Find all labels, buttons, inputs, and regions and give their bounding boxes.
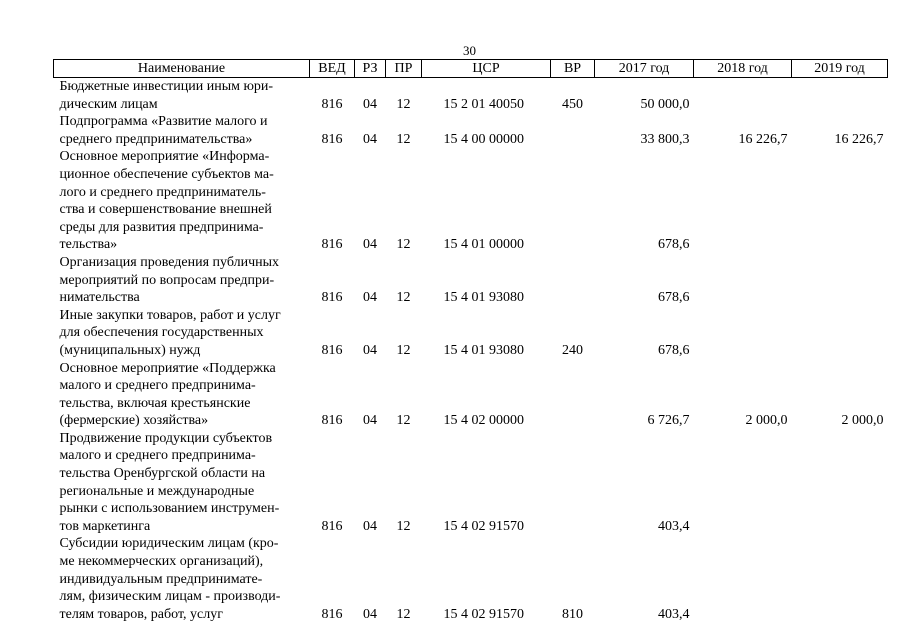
header-name: Наименование xyxy=(54,60,310,78)
cell-2019 xyxy=(792,535,888,623)
table-row xyxy=(54,113,888,148)
cell-vr: 450 xyxy=(562,96,583,112)
cell-csr: 15 4 02 00000 xyxy=(443,413,524,429)
cell-name xyxy=(54,360,310,430)
cell-name xyxy=(54,254,310,307)
cell-pr: 12 xyxy=(396,413,411,429)
cell-2018 xyxy=(694,78,792,114)
cell-ved: 816 xyxy=(321,342,343,358)
budget-table xyxy=(53,59,888,623)
header-2019: 2019 год xyxy=(792,60,888,78)
name-line: тельства, включая крестьянские xyxy=(59,395,251,411)
name-line: тов маркетинга xyxy=(59,518,151,534)
name-line: дическим лицам xyxy=(59,96,158,112)
name-line: рынки с использованием инструмен- xyxy=(59,501,280,517)
cell-2017: 50 000,0 xyxy=(640,96,690,112)
cell-ved: 816 xyxy=(321,237,343,253)
name-line: Субсидии юридическим лицам (кро- xyxy=(59,536,279,552)
name-line: нимательства xyxy=(59,290,140,306)
cell-2017: 678,6 xyxy=(658,342,690,358)
cell-2019 xyxy=(792,148,888,254)
cell-pr: 12 xyxy=(396,518,411,534)
cell-vr xyxy=(551,148,595,254)
table-row xyxy=(54,535,888,623)
cell-name xyxy=(54,148,310,254)
table-row xyxy=(54,307,888,360)
cell-2018 xyxy=(694,254,792,307)
cell-csr: 15 4 00 00000 xyxy=(443,131,524,147)
table-row xyxy=(54,78,888,114)
name-line: ме некоммерческих организаций), xyxy=(59,554,264,570)
cell-2017: 403,4 xyxy=(658,606,690,622)
name-line: Основное мероприятие «Поддержка xyxy=(59,360,276,376)
name-line: Основное мероприятие «Информа- xyxy=(59,149,270,165)
cell-2019: 16 226,7 xyxy=(834,131,884,147)
cell-2017: 6 726,7 xyxy=(647,413,690,429)
cell-rz: 04 xyxy=(363,131,377,147)
cell-name xyxy=(54,113,310,148)
table-body xyxy=(54,78,888,624)
cell-pr: 12 xyxy=(396,342,411,358)
table-header xyxy=(54,60,888,78)
table-row xyxy=(54,254,888,307)
cell-2019 xyxy=(792,430,888,536)
table-row xyxy=(54,148,888,254)
cell-csr: 15 4 02 91570 xyxy=(443,606,524,622)
cell-2017: 403,4 xyxy=(658,518,690,534)
cell-rz: 04 xyxy=(363,237,377,253)
cell-rz: 04 xyxy=(363,96,377,112)
header-vr: ВР xyxy=(551,60,595,78)
header-rz: РЗ xyxy=(355,60,386,78)
cell-ved: 816 xyxy=(321,413,343,429)
cell-name xyxy=(54,535,310,623)
table-row xyxy=(54,360,888,430)
cell-2019 xyxy=(792,254,888,307)
page-number: 30 xyxy=(463,43,476,58)
cell-2019: 2 000,0 xyxy=(841,413,884,429)
cell-pr: 12 xyxy=(396,237,411,253)
cell-2017: 678,6 xyxy=(658,290,690,306)
cell-csr: 15 4 01 00000 xyxy=(443,237,524,253)
cell-2017: 33 800,3 xyxy=(640,131,690,147)
cell-2018 xyxy=(694,535,792,623)
cell-csr: 15 4 01 93080 xyxy=(443,290,524,306)
cell-2018 xyxy=(694,148,792,254)
cell-vr xyxy=(551,430,595,536)
cell-ved: 816 xyxy=(321,131,343,147)
cell-ved: 816 xyxy=(321,290,343,306)
name-line: лям, физическим лицам - производи- xyxy=(59,589,281,605)
name-line: ства и совершенствование внешней xyxy=(59,202,272,218)
cell-name xyxy=(54,430,310,536)
name-line: Подпрограмма «Развитие малого и xyxy=(59,114,268,130)
budget-table-container xyxy=(53,59,887,623)
name-line: малого и среднего предпринима- xyxy=(59,378,256,394)
name-line: тельства Оренбургской области на xyxy=(59,466,266,482)
cell-2019 xyxy=(792,78,888,114)
cell-ved: 816 xyxy=(321,518,343,534)
cell-rz: 04 xyxy=(363,290,377,306)
cell-csr: 15 2 01 40050 xyxy=(443,96,524,112)
cell-rz: 04 xyxy=(363,606,377,622)
cell-csr: 15 4 01 93080 xyxy=(443,342,524,358)
cell-name xyxy=(54,78,310,114)
cell-vr xyxy=(551,360,595,430)
name-line: тельства» xyxy=(59,237,118,253)
cell-name xyxy=(54,307,310,360)
cell-ved: 816 xyxy=(321,96,343,112)
cell-rz: 04 xyxy=(363,413,377,429)
name-line: мероприятий по вопросам предпри- xyxy=(59,272,275,288)
cell-ved: 816 xyxy=(321,606,343,622)
name-line: индивидуальным предпринимате- xyxy=(59,571,263,587)
header-pr: ПР xyxy=(386,60,422,78)
cell-vr: 810 xyxy=(562,606,583,622)
cell-2018: 16 226,7 xyxy=(738,131,788,147)
cell-csr: 15 4 02 91570 xyxy=(443,518,524,534)
name-line: телям товаров, работ, услуг xyxy=(59,606,223,622)
name-line: региональные и международные xyxy=(59,483,255,499)
name-line: ционное обеспечение субъектов ма- xyxy=(59,166,274,182)
table-row xyxy=(54,430,888,536)
name-line: (муниципальных) нужд xyxy=(59,342,201,358)
cell-rz: 04 xyxy=(363,342,377,358)
header-ved: ВЕД xyxy=(310,60,355,78)
name-line: Иные закупки товаров, работ и услуг xyxy=(59,307,281,323)
name-line: Продвижение продукции субъектов xyxy=(59,430,273,446)
cell-2018: 2 000,0 xyxy=(745,413,788,429)
header-2017: 2017 год xyxy=(595,60,694,78)
header-2018: 2018 год xyxy=(694,60,792,78)
name-line: лого и среднего предприниматель- xyxy=(59,184,266,200)
cell-pr: 12 xyxy=(396,96,411,112)
name-line: среды для развития предпринима- xyxy=(59,219,264,235)
cell-rz: 04 xyxy=(363,518,377,534)
cell-pr: 12 xyxy=(396,131,411,147)
cell-2019 xyxy=(792,307,888,360)
name-line: среднего предпринимательства» xyxy=(59,131,253,147)
cell-2017: 678,6 xyxy=(658,237,690,253)
cell-vr xyxy=(551,254,595,307)
header-csr: ЦСР xyxy=(422,60,551,78)
cell-2018 xyxy=(694,307,792,360)
name-line: для обеспечения государственных xyxy=(59,325,264,341)
name-line: Организация проведения публичных xyxy=(59,254,280,270)
cell-pr: 12 xyxy=(396,606,411,622)
name-line: (фермерские) хозяйства» xyxy=(59,413,209,429)
name-line: малого и среднего предпринима- xyxy=(59,448,256,464)
cell-2018 xyxy=(694,430,792,536)
cell-vr xyxy=(551,113,595,148)
cell-pr: 12 xyxy=(396,290,411,306)
cell-vr: 240 xyxy=(562,342,583,358)
name-line: Бюджетные инвестиции иным юри- xyxy=(59,79,274,94)
